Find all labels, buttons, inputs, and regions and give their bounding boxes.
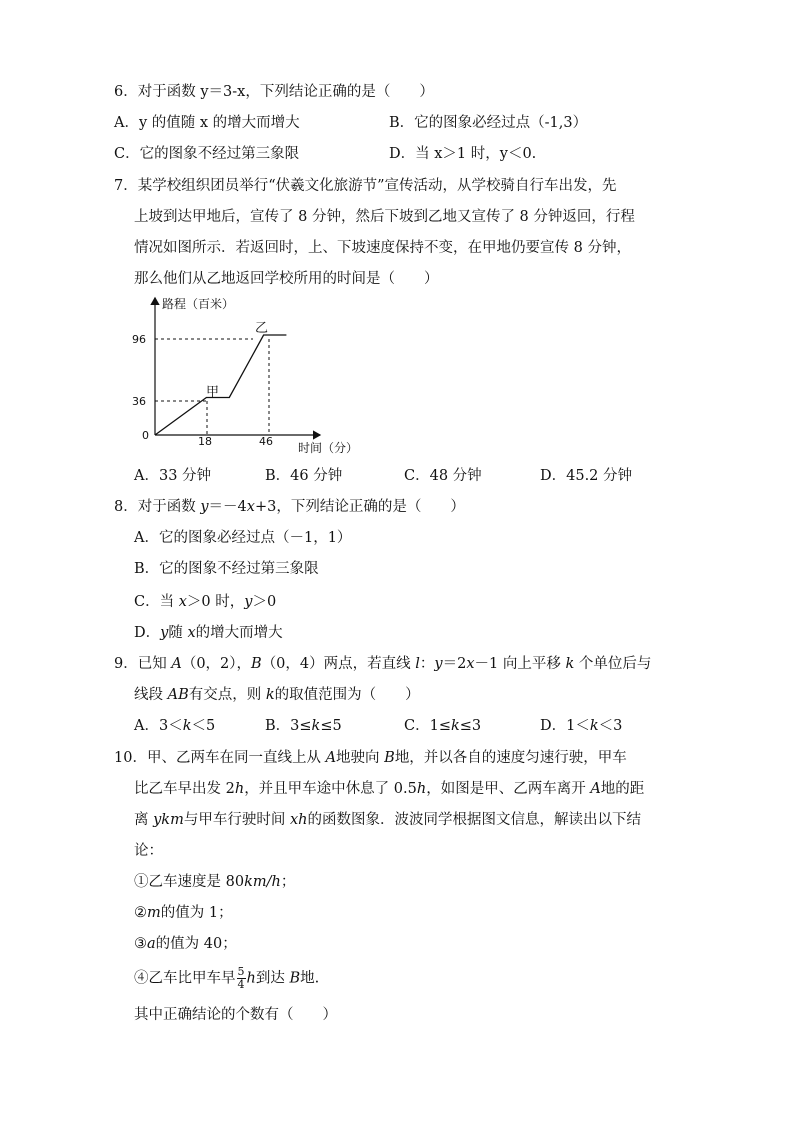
origin-label: 0 (142, 429, 149, 442)
route-polyline (155, 335, 286, 435)
fraction-five-fourths: $\frac{5}{4}$ (237, 965, 245, 991)
q9-option-b: B．3≤k≤5 (265, 718, 342, 734)
q10-conclusion-4: ④乙车比甲车早 $\frac{5}{4}$ h到达 B地. (134, 965, 320, 991)
q8-stem: 8．对于函数 y＝－4x+3，下列结论正确的是（ ） (114, 499, 465, 515)
q8-option-d: D．y随 x的增大而增大 (134, 625, 283, 641)
point-label-jia: 甲 (206, 385, 220, 400)
q7-line-4: 那么他们从乙地返回学校所用的时间是（ ） (134, 271, 439, 287)
q6-option-c: C．它的图象不经过第三象限 (114, 146, 300, 162)
q7-line-3: 情况如图所示．若返回时，上、下坡速度保持不变，在甲地仍要宣传 8 分钟， (134, 240, 631, 256)
q9-option-c: C．1≤k≤3 (404, 718, 482, 734)
q7-line-1: 7．某学校组织团员举行“伏羲文化旅游节”宣传活动，从学校骑自行车出发，先 (114, 178, 617, 194)
y-tick-36: 36 (132, 395, 146, 408)
q10-conclusion-1: ①乙车速度是 80km/h； (134, 874, 296, 890)
q9-option-a: A．3＜k＜5 (134, 718, 216, 734)
q9-line-1: 9．已知 A（0，2），B（0，4）两点，若直线 l：y＝2x－1 向上平移 k 个单位后与 (114, 656, 652, 672)
q8-option-c: C．当 x＞0 时，y＞0 (134, 594, 277, 610)
q10-conclusion-2: ②m的值为 1； (134, 905, 233, 921)
q7-option-c: C．48 分钟 (404, 468, 482, 484)
q8-option-b: B．它的图象不经过第三象限 (134, 561, 319, 577)
q7-line-2: 上坡到达甲地后，宣传了 8 分钟，然后下坡到乙地又宣传了 8 分钟返回，行程 (134, 209, 635, 225)
q6-stem: 6．对于函数 y＝3-x，下列结论正确的是（ ） (114, 84, 434, 100)
q10-line-3: 离 ykm与甲车行驶时间 xh的函数图象．波波同学根据图文信息，解读出以下结 (134, 812, 641, 828)
q6-option-b: B．它的图象必经过点（-1,3） (389, 115, 588, 131)
x-tick-18: 18 (198, 435, 212, 448)
q7-option-d: D．45.2 分钟 (540, 468, 633, 484)
q10-line-1: 10．甲、乙两车在同一直线上从 A地驶向 B地，并以各自的速度匀速行驶，甲车 (114, 750, 627, 766)
q10-conclusion-3: ③a的值为 40； (134, 936, 237, 952)
q10-line-2: 比乙车早出发 2h，并且甲车途中休息了 0.5h，如图是甲、乙两车离开 A地的距 (134, 781, 645, 797)
q7-option-b: B．46 分钟 (265, 468, 343, 484)
q9-line-2: 线段 AB有交点，则 k的取值范围为（ ） (134, 687, 420, 703)
q6-option-a: A．y 的值随 x 的增大而增大 (114, 115, 300, 131)
q7-option-a: A．33 分钟 (134, 468, 212, 484)
y-tick-96: 96 (132, 333, 146, 346)
q9-option-d: D．1＜k＜3 (540, 718, 623, 734)
q10-final-question: 其中正确结论的个数有（ ） (134, 1007, 337, 1023)
q8-option-a: A．它的图象必经过点（－1，1） (134, 530, 352, 546)
q10-line-4: 论： (134, 843, 163, 859)
x-axis-label: 时间（分） (298, 441, 359, 455)
distance-time-graph (128, 292, 378, 462)
y-axis-label: 路程（百米） (162, 297, 235, 311)
point-label-yi: 乙 (255, 321, 269, 336)
q6-option-d: D．当 x＞1 时，y＜0. (389, 146, 537, 162)
x-tick-46: 46 (259, 435, 273, 448)
